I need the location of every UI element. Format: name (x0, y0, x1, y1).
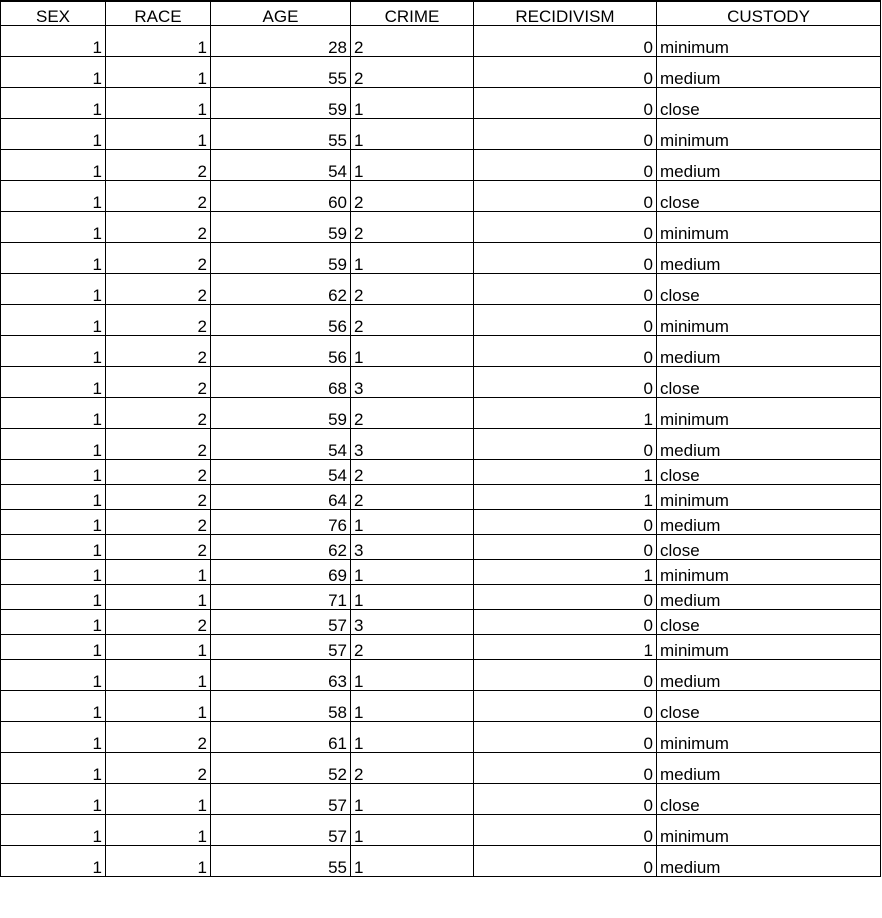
cell-custody[interactable]: minimum (657, 119, 881, 150)
table-row (1, 722, 881, 753)
cell-crime[interactable]: 1 (351, 150, 474, 181)
cell-recidivism[interactable]: 0 (474, 660, 657, 691)
table-row (1, 535, 881, 560)
cell-race[interactable]: 1 (106, 57, 211, 88)
cell-recidivism[interactable]: 0 (474, 212, 657, 243)
cell-race[interactable]: 1 (106, 119, 211, 150)
cell-custody[interactable]: minimum (657, 398, 881, 429)
cell-recidivism[interactable]: 1 (474, 485, 657, 510)
cell-sex[interactable]: 1 (1, 88, 106, 119)
cell-sex[interactable]: 1 (1, 691, 106, 722)
cell-race[interactable]: 1 (106, 660, 211, 691)
cell-age[interactable]: 60 (211, 181, 351, 212)
cell-sex[interactable]: 1 (1, 367, 106, 398)
cell-crime[interactable]: 2 (351, 485, 474, 510)
cell-race[interactable]: 2 (106, 336, 211, 367)
cell-race[interactable]: 2 (106, 305, 211, 336)
cell-crime[interactable]: 1 (351, 660, 474, 691)
cell-age[interactable]: 58 (211, 691, 351, 722)
table-row (1, 57, 881, 88)
cell-custody[interactable]: minimum (657, 212, 881, 243)
cell-race[interactable]: 2 (106, 722, 211, 753)
cell-sex[interactable]: 1 (1, 610, 106, 635)
header-crime[interactable]: CRIME (351, 1, 474, 26)
header-row (1, 1, 881, 26)
cell-age[interactable]: 62 (211, 274, 351, 305)
cell-race[interactable]: 2 (106, 535, 211, 560)
table-row (1, 88, 881, 119)
cell-crime[interactable]: 1 (351, 722, 474, 753)
cell-age[interactable]: 55 (211, 57, 351, 88)
cell-custody[interactable]: close (657, 88, 881, 119)
cell-crime[interactable]: 1 (351, 560, 474, 585)
cell-race[interactable]: 1 (106, 585, 211, 610)
cell-age[interactable]: 59 (211, 212, 351, 243)
cell-race[interactable]: 2 (106, 485, 211, 510)
table-row (1, 212, 881, 243)
cell-crime[interactable]: 2 (351, 460, 474, 485)
cell-sex[interactable]: 1 (1, 660, 106, 691)
cell-race[interactable]: 1 (106, 26, 211, 57)
cell-recidivism[interactable]: 0 (474, 88, 657, 119)
cell-recidivism[interactable]: 1 (474, 635, 657, 660)
cell-sex[interactable]: 1 (1, 846, 106, 877)
cell-age[interactable]: 59 (211, 398, 351, 429)
cell-race[interactable]: 2 (106, 274, 211, 305)
table-row (1, 784, 881, 815)
cell-sex[interactable]: 1 (1, 429, 106, 460)
cell-custody[interactable]: medium (657, 585, 881, 610)
table-row (1, 560, 881, 585)
cell-custody[interactable]: close (657, 367, 881, 398)
cell-age[interactable]: 64 (211, 485, 351, 510)
cell-custody[interactable]: medium (657, 336, 881, 367)
cell-recidivism[interactable]: 0 (474, 181, 657, 212)
cell-crime[interactable]: 2 (351, 635, 474, 660)
cell-race[interactable]: 2 (106, 510, 211, 535)
cell-sex[interactable]: 1 (1, 212, 106, 243)
cell-sex[interactable]: 1 (1, 243, 106, 274)
table-row (1, 274, 881, 305)
cell-recidivism[interactable]: 0 (474, 57, 657, 88)
cell-recidivism[interactable]: 0 (474, 585, 657, 610)
cell-race[interactable]: 1 (106, 88, 211, 119)
table-row (1, 26, 881, 57)
cell-recidivism[interactable]: 0 (474, 119, 657, 150)
cell-sex[interactable]: 1 (1, 150, 106, 181)
cell-race[interactable]: 2 (106, 212, 211, 243)
cell-age[interactable]: 57 (211, 635, 351, 660)
table-row (1, 485, 881, 510)
cell-race[interactable]: 2 (106, 429, 211, 460)
cell-crime[interactable]: 2 (351, 212, 474, 243)
table-row (1, 460, 881, 485)
cell-crime[interactable]: 1 (351, 243, 474, 274)
cell-crime[interactable]: 1 (351, 846, 474, 877)
cell-crime[interactable]: 3 (351, 367, 474, 398)
cell-sex[interactable]: 1 (1, 560, 106, 585)
table-row (1, 367, 881, 398)
cell-custody[interactable]: close (657, 181, 881, 212)
table-row (1, 691, 881, 722)
cell-race[interactable]: 2 (106, 460, 211, 485)
cell-crime[interactable]: 2 (351, 274, 474, 305)
table-row (1, 398, 881, 429)
cell-crime[interactable]: 1 (351, 691, 474, 722)
cell-age[interactable]: 54 (211, 429, 351, 460)
cell-recidivism[interactable]: 0 (474, 610, 657, 635)
cell-crime[interactable]: 1 (351, 119, 474, 150)
cell-crime[interactable]: 1 (351, 585, 474, 610)
cell-recidivism[interactable]: 0 (474, 510, 657, 535)
cell-sex[interactable]: 1 (1, 585, 106, 610)
cell-sex[interactable]: 1 (1, 274, 106, 305)
cell-crime[interactable]: 1 (351, 510, 474, 535)
cell-crime[interactable]: 1 (351, 815, 474, 846)
table-row (1, 336, 881, 367)
cell-age[interactable]: 57 (211, 815, 351, 846)
header-recidivism[interactable]: RECIDIVISM (474, 1, 657, 26)
cell-age[interactable]: 59 (211, 88, 351, 119)
header-age[interactable]: AGE (211, 1, 351, 26)
cell-race[interactable]: 2 (106, 243, 211, 274)
cell-custody[interactable]: close (657, 784, 881, 815)
cell-race[interactable]: 1 (106, 815, 211, 846)
cell-recidivism[interactable]: 0 (474, 336, 657, 367)
cell-custody[interactable]: medium (657, 150, 881, 181)
cell-age[interactable]: 68 (211, 367, 351, 398)
cell-age[interactable]: 59 (211, 243, 351, 274)
header-sex[interactable]: SEX (1, 1, 106, 26)
cell-age[interactable]: 55 (211, 119, 351, 150)
cell-custody[interactable]: close (657, 691, 881, 722)
cell-race[interactable]: 2 (106, 367, 211, 398)
cell-recidivism[interactable]: 0 (474, 846, 657, 877)
cell-recidivism[interactable]: 0 (474, 243, 657, 274)
cell-custody[interactable]: medium (657, 753, 881, 784)
cell-crime[interactable]: 2 (351, 26, 474, 57)
cell-custody[interactable]: medium (657, 243, 881, 274)
cell-age[interactable]: 57 (211, 784, 351, 815)
cell-crime[interactable]: 2 (351, 305, 474, 336)
table-row (1, 585, 881, 610)
cell-recidivism[interactable]: 0 (474, 722, 657, 753)
cell-custody[interactable]: minimum (657, 815, 881, 846)
cell-sex[interactable]: 1 (1, 815, 106, 846)
cell-custody[interactable]: close (657, 610, 881, 635)
cell-recidivism[interactable]: 0 (474, 429, 657, 460)
cell-race[interactable]: 1 (106, 691, 211, 722)
cell-race[interactable]: 2 (106, 610, 211, 635)
table-row (1, 660, 881, 691)
cell-crime[interactable]: 3 (351, 429, 474, 460)
cell-custody[interactable]: medium (657, 57, 881, 88)
cell-crime[interactable]: 2 (351, 181, 474, 212)
cell-age[interactable]: 56 (211, 305, 351, 336)
cell-recidivism[interactable]: 1 (474, 560, 657, 585)
cell-age[interactable]: 55 (211, 846, 351, 877)
cell-crime[interactable]: 2 (351, 753, 474, 784)
cell-recidivism[interactable]: 0 (474, 784, 657, 815)
cell-custody[interactable]: medium (657, 846, 881, 877)
cell-race[interactable]: 2 (106, 753, 211, 784)
table-row (1, 815, 881, 846)
table-row (1, 429, 881, 460)
cell-custody[interactable]: medium (657, 510, 881, 535)
cell-sex[interactable]: 1 (1, 57, 106, 88)
cell-custody[interactable]: close (657, 535, 881, 560)
cell-race[interactable]: 1 (106, 560, 211, 585)
cell-recidivism[interactable]: 0 (474, 691, 657, 722)
cell-recidivism[interactable]: 0 (474, 753, 657, 784)
cell-custody[interactable]: minimum (657, 485, 881, 510)
cell-custody[interactable]: close (657, 460, 881, 485)
cell-recidivism[interactable]: 0 (474, 815, 657, 846)
cell-recidivism[interactable]: 0 (474, 150, 657, 181)
cell-recidivism[interactable]: 0 (474, 26, 657, 57)
cell-age[interactable]: 69 (211, 560, 351, 585)
cell-sex[interactable]: 1 (1, 784, 106, 815)
cell-age[interactable]: 62 (211, 535, 351, 560)
cell-custody[interactable]: minimum (657, 560, 881, 585)
cell-recidivism[interactable]: 0 (474, 535, 657, 560)
header-custody[interactable]: CUSTODY (657, 1, 881, 26)
cell-sex[interactable]: 1 (1, 535, 106, 560)
cell-sex[interactable]: 1 (1, 635, 106, 660)
cell-age[interactable]: 54 (211, 150, 351, 181)
header-race[interactable]: RACE (106, 1, 211, 26)
table-row (1, 510, 881, 535)
cell-sex[interactable]: 1 (1, 181, 106, 212)
cell-age[interactable]: 54 (211, 460, 351, 485)
cell-custody[interactable]: medium (657, 660, 881, 691)
table-row (1, 610, 881, 635)
cell-custody[interactable]: close (657, 274, 881, 305)
cell-crime[interactable]: 3 (351, 535, 474, 560)
cell-sex[interactable]: 1 (1, 510, 106, 535)
cell-age[interactable]: 61 (211, 722, 351, 753)
cell-sex[interactable]: 1 (1, 26, 106, 57)
cell-recidivism[interactable]: 0 (474, 274, 657, 305)
cell-age[interactable]: 71 (211, 585, 351, 610)
table-row (1, 243, 881, 274)
cell-sex[interactable]: 1 (1, 336, 106, 367)
table-row (1, 753, 881, 784)
cell-sex[interactable]: 1 (1, 753, 106, 784)
cell-age[interactable]: 56 (211, 336, 351, 367)
cell-sex[interactable]: 1 (1, 305, 106, 336)
cell-crime[interactable]: 1 (351, 336, 474, 367)
cell-custody[interactable]: minimum (657, 305, 881, 336)
table-row (1, 846, 881, 877)
table-row (1, 635, 881, 660)
cell-sex[interactable]: 1 (1, 722, 106, 753)
cell-crime[interactable]: 2 (351, 57, 474, 88)
cell-race[interactable]: 2 (106, 150, 211, 181)
cell-age[interactable]: 52 (211, 753, 351, 784)
cell-sex[interactable]: 1 (1, 485, 106, 510)
cell-crime[interactable]: 1 (351, 784, 474, 815)
cell-age[interactable]: 76 (211, 510, 351, 535)
cell-race[interactable]: 2 (106, 398, 211, 429)
cell-custody[interactable]: minimum (657, 635, 881, 660)
cell-recidivism[interactable]: 0 (474, 305, 657, 336)
cell-custody[interactable]: minimum (657, 722, 881, 753)
cell-crime[interactable]: 2 (351, 398, 474, 429)
cell-sex[interactable]: 1 (1, 398, 106, 429)
cell-race[interactable]: 2 (106, 181, 211, 212)
cell-sex[interactable]: 1 (1, 460, 106, 485)
table-row (1, 150, 881, 181)
table-row (1, 119, 881, 150)
cell-crime[interactable]: 1 (351, 88, 474, 119)
table-row (1, 181, 881, 212)
table-row (1, 305, 881, 336)
cell-age[interactable]: 57 (211, 610, 351, 635)
cell-recidivism[interactable]: 0 (474, 367, 657, 398)
cell-age[interactable]: 28 (211, 26, 351, 57)
cell-recidivism[interactable]: 1 (474, 398, 657, 429)
cell-recidivism[interactable]: 1 (474, 460, 657, 485)
cell-custody[interactable]: medium (657, 429, 881, 460)
cell-age[interactable]: 63 (211, 660, 351, 691)
cell-crime[interactable]: 3 (351, 610, 474, 635)
cell-race[interactable]: 1 (106, 635, 211, 660)
cell-race[interactable]: 1 (106, 846, 211, 877)
cell-race[interactable]: 1 (106, 784, 211, 815)
cell-sex[interactable]: 1 (1, 119, 106, 150)
cell-custody[interactable]: minimum (657, 26, 881, 57)
